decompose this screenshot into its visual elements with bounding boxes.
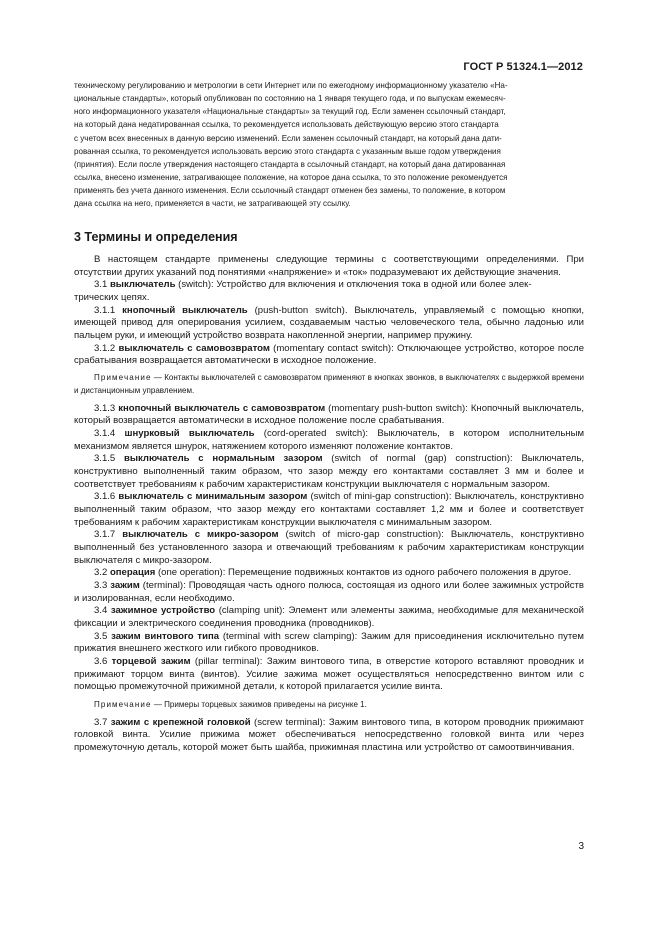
note-1: Примечание — Контакты выключателей с самовозвратом применяют в кнопках звонков, в выключателях с выдержкой времени и дистанционным управлением.: [74, 372, 584, 395]
intro-paragraph: [74, 79, 584, 211]
section-body: [74, 254, 584, 755]
document-id: ГОСТ Р 51324.1—2012: [463, 61, 583, 73]
text-line: (принятия). Если после утверждения настоящего стандарта в ссылочный стандарт, на который дана датированная: [74, 159, 506, 169]
term-3-6: 3.6 торцевой зажим (pillar terminal): Зажим винтового типа, в отверстие которого вставляют проводник и прижимают торцом винта (винтов). Усилие зажима может осуществляться непосредственно винтом или с помощью промежуточной прижимной детали, к которой прилагается усилие винта.: [74, 655, 585, 693]
term-3-1-4: 3.1.4 шнурковый выключатель (cord-operated switch): Выключатель, в котором исполнительным механизмом является шнурок, натяжением которого изменяют положение контактов.: [74, 428, 585, 452]
text-line: рованная ссылка, то рекомендуется использовать версию этого стандарта с указанным выше годом утверждения: [74, 146, 501, 156]
term-3-1-6: 3.1.6 выключатель с минимальным зазором (switch of mini-gap construction): Выключатель, конструктивно выполненный таким образом, что зазор между его контактами составляет 1,2 мм и более и соответствует требованиям к рабочим характеристикам конструкции выключателя с минимальным зазором.: [74, 491, 584, 528]
text-line: на который дана недатированная ссылка, то рекомендуется использовать действующую версию этого стандарта: [74, 120, 499, 130]
section-intro: В настоящем стандарте применены следующие термины с соответствующими определениями. При отсутствии других указаний под понятиями «напряжение» и «ток» подразумевают их действующие значения.: [74, 254, 584, 278]
term-3-4: 3.4 зажимное устройство (clamping unit): Элемент или элементы зажима, необходимые для механической фиксации и электрического соединения проводника (проводников).: [74, 605, 584, 629]
term-3-1-1: 3.1.1 кнопочный выключатель (push-button switch). Выключатель, управляемый с помощью кнопки, имеющей привод для оперирования усилием, создаваемым частью человеческого тела, обычно ладонью или пальцем руки, и имеющий устройство возврата накопленной энергии, например пружину.: [74, 304, 585, 341]
text-line: ссылка, внесено изменение, затрагивающее положение, на которое дана ссылка, то это положение рекомендуется: [74, 173, 508, 183]
text-line: применять без учета данного изменения. Если ссылочный стандарт отменен без замены, то положение, в котором: [74, 186, 506, 196]
term-3-1-5: 3.1.5 выключатель с нормальным зазором (switch of normal (gap) construction): Выключатель, конструктивно выполненный таким образом, что зазор между его контактами составляет 3 мм и более и соответствует требованиям к рабочим характеристикам конструкции выключателя с нормальным зазором.: [74, 453, 585, 490]
term-3-1-2: 3.1.2 выключатель с самовозвратом (momentary contact switch): Отключающее устройство, которое после срабатывания возвращается автоматически в исходное положение.: [74, 342, 585, 367]
text-line: дана ссылка на него, применяется в части, не затрагивающей эту ссылку.: [74, 199, 351, 209]
page-number: 3: [578, 841, 584, 852]
term-3-1-7: 3.1.7 выключатель с микро-зазором (switch of micro-gap construction): Выключатель, конструктивно выполненный без установленного зазора и отвечающий требованиям к рабочим характеристикам конструкции выключателя с микро-зазором.: [74, 529, 585, 566]
term-3-5: 3.5 зажим винтового типа (terminal with screw clamping): Зажим для присоединения исключительно путем прижатия внешнего жесткого или гибкого проводников.: [74, 630, 584, 655]
term-3-1: 3.1 выключатель (switch): Устройство для включения и отключения тока в одной или более элек-: [94, 279, 532, 291]
text-line: циональные стандарты», который опубликован по состоянию на 1 января текущего года, и по выпускам ежемесяч-: [74, 94, 506, 104]
text-line: с учетом всех внесенных в данную версию изменений. Если заменен ссылочный стандарт, на который дана дати-: [74, 133, 502, 143]
note-2: Примечание — Примеры торцевых зажимов приведены на рисунке 1.: [94, 699, 367, 709]
section-title: 3 Термины и определения: [74, 230, 238, 244]
term-3-3: 3.3 зажим (terminal): Проводящая часть одного полюса, состоящая из одного или более зажимных устройств и изолированная, если необходимо.: [74, 579, 584, 604]
term-3-7: 3.7 зажим с крепежной головкой (screw terminal): Зажим винтового типа, в котором проводник прижимают головкой винта. Усилие прижима может обеспечиваться непосредственно головкой винта или через промежуточную деталь, которой может быть шайба, прижимная пластина или устройство от самоотвинчивания.: [74, 716, 584, 754]
term-3-2: 3.2 операция (one operation): Перемещение подвижных контактов из одного рабочего положения в другое.: [94, 567, 572, 579]
text-line: техническому регулированию и метрологии в сети Интернет или по ежегодному информационному указателю «На-: [74, 81, 508, 90]
term-3-1-cont: трических цепях.: [74, 291, 150, 303]
text-line: ного информационного указателя «Национальные стандарты» за текущий год. Если заменен ссылочный стандарт,: [74, 107, 506, 117]
term-3-1-3: 3.1.3 кнопочный выключатель с самовозвратом (momentary push-button switch): Кнопочный выключатель, который возвращается автоматически в исходное положение после срабатывания.: [74, 402, 584, 427]
